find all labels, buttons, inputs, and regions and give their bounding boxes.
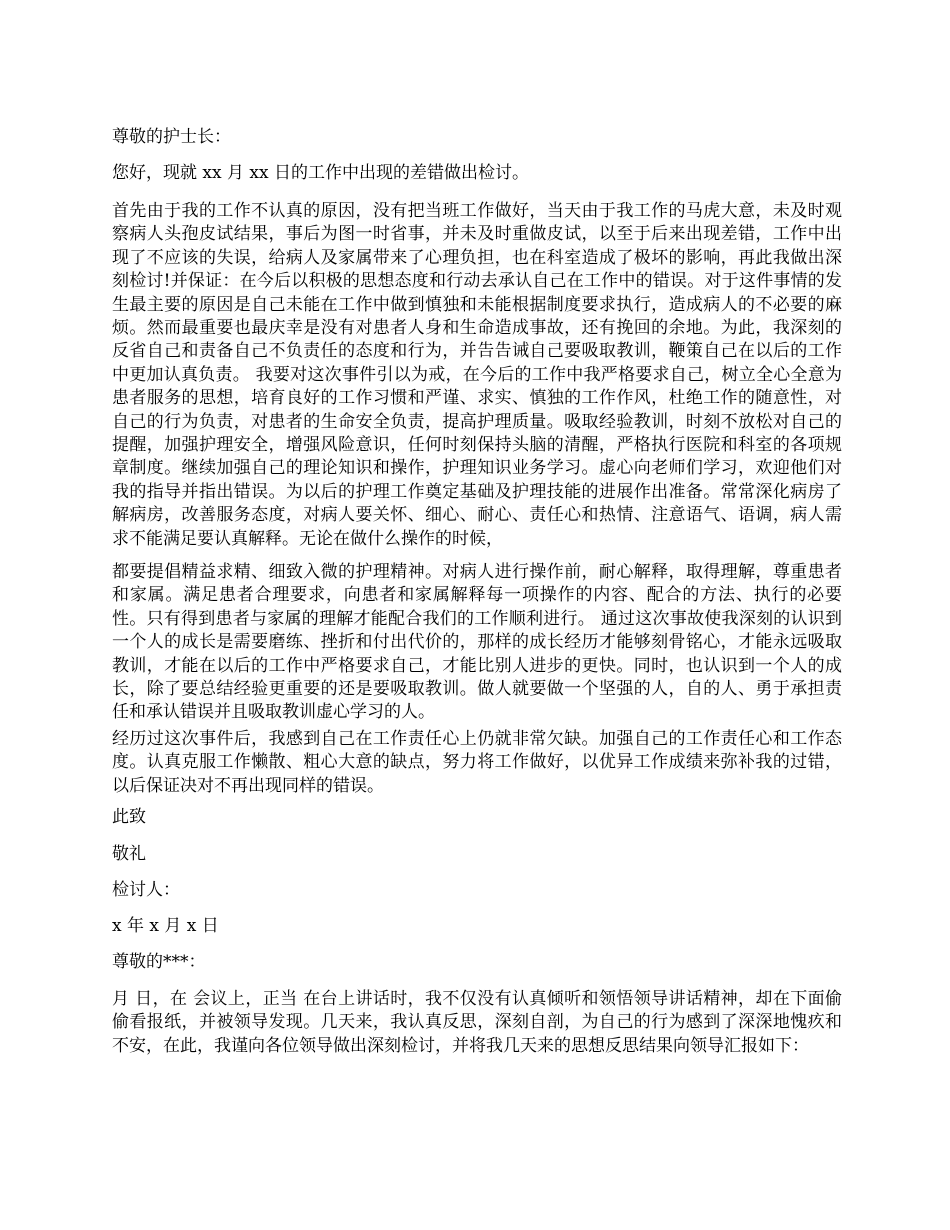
closing-line-2: 敬礼 (112, 844, 146, 864)
date-line: x 年 x 月 x 日 (112, 916, 219, 936)
closing-line-1: 此致 (112, 807, 146, 827)
greeting: 您好，现就 xx 月 xx 日的工作中出现的差错做出检讨。 (112, 163, 529, 183)
body-paragraph-1: 首先由于我的工作不认真的原因，没有把当班工作做好，当天由于我工作的马虎大意，未及时观察病人头孢皮试结果，事后为图一时省事，并未及时重做皮试，以至于后来出现差错，工作中出现了不应该的失误，给病人及家属带来了心理负担，也在科室造成了极坏的影响，再此我做出深刻检讨!并保证：在今后以积极的思想态度和行动去承认自己在工作中的错误。对于这件事情的发生最主要的原因是自己未能在工作中做到慎独和未能根据制度要求执行，造成病人的不必要的麻烦。然而最重要也最庆幸是没有对患者人身和生命造成事故，还有挽回的余地。为此，我深刻的反省自己和责备自己不负责任的态度和行为，并告告诫自己要吸取教训，鞭策自己在以后的工作中更加认真负责。 我要对这次事件引以为戒，在今后的工作中我严格要求自己，树立全心全意为患者服务的思想，培育良好的工作习惯和严谨、求实、慎独的工作作风，杜绝工作的随意性，对自己的行为负责，对患者的生命安全负责，提高护理质量。吸取经验教训，时刻不放松对自己的提醒，加强护理安全，增强风险意识，任何时刻保持头脑的清醒，严格执行医院和科室的各项规章制度。继续加强自己的理论知识和操作，护理知识业务学习。虚心向老师们学习，欢迎他们对我的指导并指出错误。为以后的护理工作奠定基础及护理技能的进展作出准备。常常深化病房了解病房，改善服务态度，对病人要关怀、细心、耐心、责任心和热情、注意语气、语调，病人需求不能满足要认真解释。无论在做什么操作的时候， (112, 201, 842, 549)
body-paragraph-3: 经历过这次事件后，我感到自己在工作责任心上仍就非常欠缺。加强自己的工作责任心和工作态度。认真克服工作懒散、粗心大意的缺点，努力将工作做好，以优异工作成绩来弥补我的过错，以后保证决对不再出现同样的错误。 (112, 729, 842, 796)
body-paragraph-2: 都要提倡精益求精、细致入微的护理精神。对病人进行操作前，耐心解释，取得理解，尊重患者和家属。满足患者合理要求，向患者和家属解释每一项操作的内容、配合的方法、执行的必要性。只有得到患者与家属的理解才能配合我们的工作顺利进行。 通过这次事故使我深刻的认识到一个人的成长是需要磨练、挫折和付出代价的，那样的成长经历才能够刻骨铭心，才能永远吸取教训，才能在以后的工作中严格要求自己，才能比别人进步的更快。同时，也认识到一个人的成长，除了要总结经验更重要的还是要吸取教训。做人就要做一个坚强的人，自的人、勇于承担责任和承认错误并且吸取教训虚心学习的人。 (112, 562, 842, 723)
body-paragraph-4: 月 日，在 会议上，正当 在台上讲话时，我不仅没有认真倾听和领悟领导讲话精神，却在下面偷偷看报纸，并被领导发现。几天来，我认真反思，深刻自剖，为自己的行为感到了深深地愧疚和不安，在此，我谨向各位领导做出深刻检讨，并将我几天来的思想反思结果向领导汇报如下： (112, 989, 842, 1056)
salutation-2: 尊敬的***： (112, 952, 206, 972)
signature-line: 检讨人： (112, 880, 180, 900)
salutation: 尊敬的护士长： (112, 127, 231, 147)
